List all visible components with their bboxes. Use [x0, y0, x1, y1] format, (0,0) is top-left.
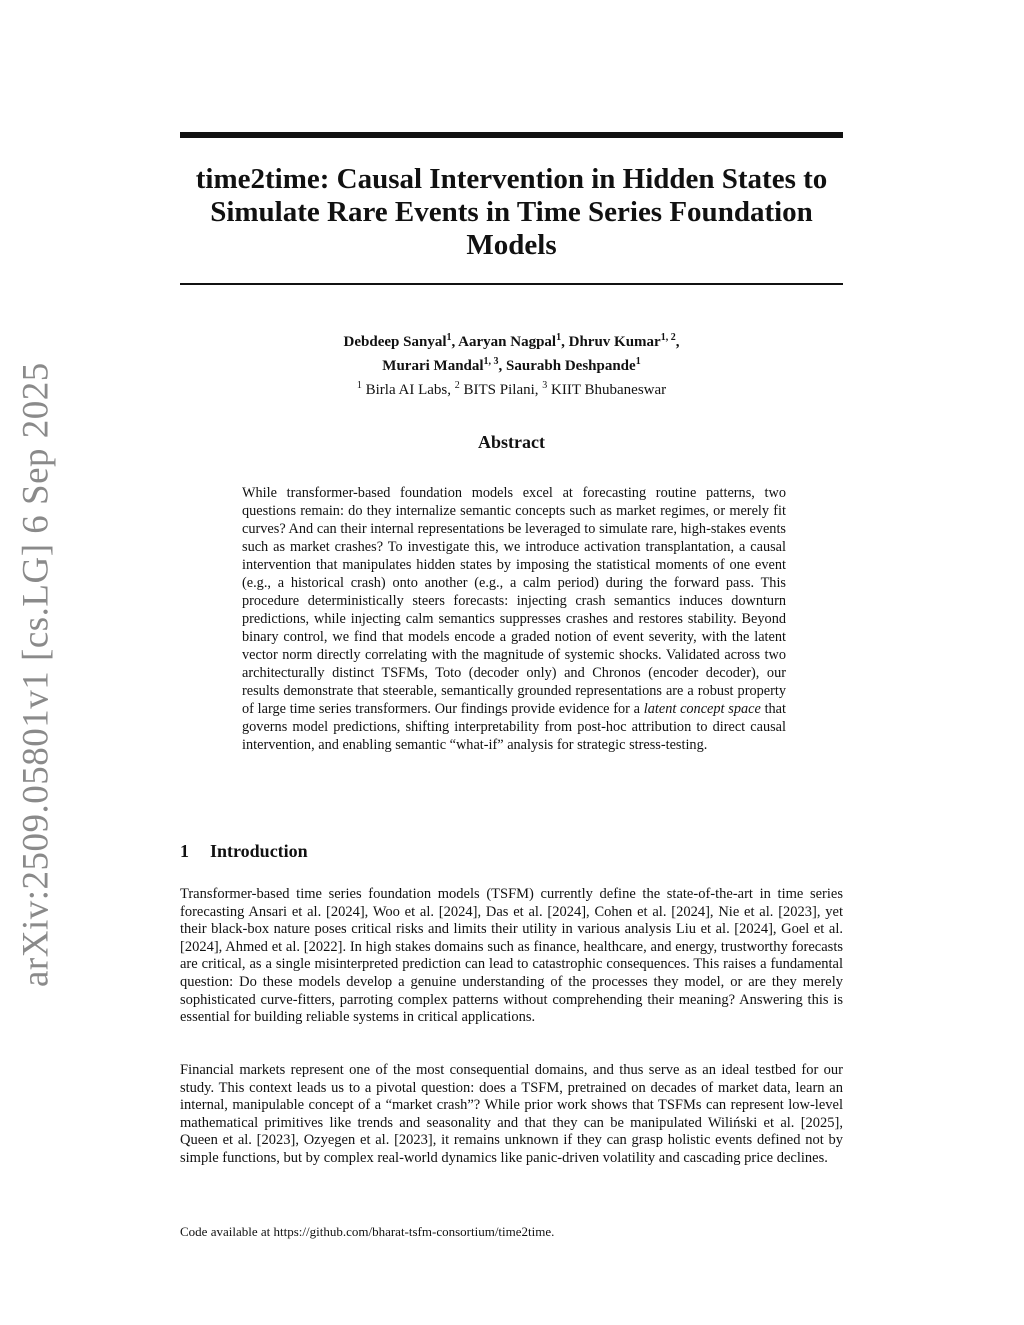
intro-paragraph: Financial markets represent one of the most consequential domains, and thus serve as an ideal testbed for our study. This context leads us to a pivotal question: does a TSFM, pretrained on decades of market data, learn an internal, manipulable concept of a “market crash”? While prior work shows that TSFMs can represent low-level mathematical primitives like trends and seasonality and that they can be manipulated Wiliński et al. [2025], Queen et al. [2023], Ozyegen et al. [2023], it remains unknown if they can grasp holistic events defined not by simple functions, but by complex real-world dynamics like panic-driven volatility and cascading price declines. [180, 1062, 843, 1166]
author-affiliation-mark: 1, 3 [483, 356, 499, 367]
affiliation-name: KIIT Bhubaneswar [551, 382, 667, 398]
title-rule-bottom [180, 283, 843, 285]
author-affiliation-mark: 1, 2 [660, 332, 676, 343]
intro-paragraph: Transformer-based time series foundation models (TSFM) currently define the state-of-the-art in time series forecasting Ansari et al. [2024], Woo et al. [2024], Das et al. [2024], Cohen et al. [2024], Nie et al. [2023], yet their black-box nature poses critical risks and limits their utility in various analysis Liu et al. [2024], Goel et al. [2024], Ahmed et al. [2022]. In high stakes domains such as finance, healthcare, and energy, trustworthy forecasts are critical, as a single misinterpreted prediction can lead to catastrophic consequences. This raises a fundamental question: Do these models develop a genuine understanding of the processes they model, or are they merely sophisticated curve-fitters, parroting complex patterns without comprehending their meaning? Answering this is essential for building reliable systems in critical applications. [180, 886, 843, 1026]
author-block [180, 328, 843, 400]
abstract-text [242, 484, 786, 754]
arxiv-identifier: arXiv:2509.05801v1 [cs.LG] 6 Sep 2025 [15, 362, 57, 988]
abstract-text-part: While transformer-based foundation models excel at forecasting routine patterns, two questions remain: do they internalize semantic concepts such as market regimes, or merely fit curves? And can their internal representations be leveraged to simulate rare, high-stakes events such as market crashes? To investigate this, we introduce activation transplantation, a causal intervention that manipulates hidden states by imposing the statistical moments of one event (e.g., a historical crash) onto another (e.g., a calm period) during the forward pass. This procedure deterministically steers forecasts: injecting crash semantics induces downturn predictions, while injecting calm semantics suppresses crashes and restores stability. Beyond binary control, we find that models encode a graded notion of event severity, with the latent vector norm directly correlating with the magnitude of systemic shocks. Validated across two architecturally distinct TSFMs, Toto (decoder only) and Chronos (encoder decoder), our results demonstrate that steerable, semantically grounded representations are a robust property of large time series transformers. Our findings provide evidence for a [242, 485, 786, 717]
author-names: Debdeep Sanyal$^1$, Aaryan Nagpal$^1$, Dhruv Kumar$^{1, 2}$, Murari Mandal$^{1, 3}$, Saurabh Deshpande$^1$ [343, 332, 680, 374]
author-name: Debdeep Sanyal [343, 334, 447, 350]
abstract-emphasis: latent concept space [643, 701, 761, 717]
author-name: Murari Mandal [382, 358, 484, 374]
author-affiliation-mark: 1 [556, 332, 562, 343]
paper-title: time2time: Causal Intervention in Hidden States to Simulate Rare Events in Time Series Foundation Models [195, 163, 828, 261]
author-name: Saurabh Deshpande [506, 358, 636, 374]
affiliation-mark: 3 [542, 380, 548, 391]
title-rule-top [180, 132, 843, 138]
affiliation-mark: 1 [356, 380, 362, 391]
section-title: Introduction [210, 841, 308, 861]
section-number: 1 [180, 841, 189, 861]
abstract-heading: Abstract [478, 432, 545, 452]
affiliation-mark: 2 [454, 380, 460, 391]
affiliation-name: Birla AI Labs, [365, 382, 452, 398]
affiliation-name: BITS Pilani, [463, 382, 539, 398]
author-name: Dhruv Kumar [568, 334, 661, 350]
affiliations [180, 376, 843, 400]
section-heading [180, 841, 308, 862]
author-affiliation-mark: 1 [635, 356, 641, 367]
author-name: Aaryan Nagpal [458, 334, 557, 350]
footnote: Code available at https://github.com/bharat-tsfm-consortium/time2time. [180, 1224, 555, 1239]
abstract-text-part: that governs model predictions, shifting interpretability from post-hoc attribution to direct causal intervention, and enabling semantic “what-if” analysis for strategic stress-testing. [242, 701, 787, 753]
author-affiliation-mark: 1 [446, 332, 452, 343]
